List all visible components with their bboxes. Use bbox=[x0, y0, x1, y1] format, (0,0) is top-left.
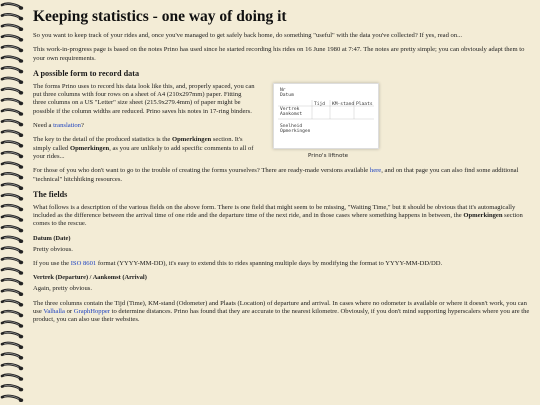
form-label-nr: Nr bbox=[280, 87, 286, 93]
page-title: Keeping statistics - one way of doing it bbox=[33, 8, 287, 25]
binder-ring-icon bbox=[2, 46, 23, 52]
binder-ring-icon bbox=[2, 279, 23, 285]
translation-link[interactable]: translation bbox=[53, 122, 81, 130]
binder-ring-icon bbox=[2, 163, 23, 169]
binder-ring-icon bbox=[2, 258, 23, 264]
binder-ring-icon bbox=[2, 353, 23, 359]
iso-8601-link[interactable]: ISO 8601 bbox=[70, 260, 97, 268]
opmerkingen-paragraph: The key to the detail of the produced statistics is the Opmerkingen section. It's simply called Opmerkingen, as you are unlikely to add specific comments to all of your rides... bbox=[33, 136, 254, 160]
ring-binder-edge bbox=[0, 0, 30, 405]
datum-paragraph-1: Pretty obvious. bbox=[33, 245, 73, 253]
vertrek-paragraph-2: The three columns contain the Tijd (Time), KM-stand (Odometer) and Plaats (Location) of departure and arrival. In cases where no odometer is available or where it doesn't work, you can use Valhalla or GraphHopper to determine distances. Prino has found that they are accurate to the nearest kilometre. Obviously, if you don't mind supporting hyperscalers where you are the product, you can also use their websites. bbox=[33, 299, 530, 324]
fields-intro-paragraph: What follows is a description of the various fields on the above form. There is one field that might seem to be missing, "Waiting Time," but it should be obvious that it's automagically included as the difference between the arrival time of one ride and the departure time of the next ride, and in those cases where something happens in between, the Opmerkingen section comes to the rescue. bbox=[33, 203, 523, 228]
binder-ring-icon bbox=[2, 184, 23, 190]
binder-ring-icon bbox=[2, 226, 23, 232]
binder-ring-icon bbox=[2, 152, 23, 158]
binder-ring-icon bbox=[2, 311, 23, 317]
binder-ring-icon bbox=[2, 396, 23, 402]
vertrek-paragraph-1: Again, pretty obvious. bbox=[33, 285, 92, 293]
form-label-snelheid: Snelheid bbox=[280, 123, 303, 129]
binder-ring-icon bbox=[2, 216, 23, 222]
translation-line: Need a translation? bbox=[33, 122, 84, 130]
binder-ring-icon bbox=[2, 269, 23, 275]
ready-made-forms-link[interactable]: here bbox=[369, 167, 382, 175]
binder-ring-icon bbox=[2, 88, 23, 94]
binder-ring-icon bbox=[2, 322, 23, 328]
form-section-text bbox=[33, 83, 255, 167]
binder-ring-icon bbox=[2, 205, 23, 211]
binder-ring-icon bbox=[2, 110, 23, 116]
form-section-body bbox=[33, 83, 533, 167]
binder-ring-icon bbox=[2, 385, 23, 391]
binder-ring-icon bbox=[2, 141, 23, 147]
datum-paragraph-2: If you use the ISO 8601 format (YYYY-MM-DD), it's easy to extend this to rides spanning multiple days by modifying the format to YYYY-MM-DD/DD. bbox=[33, 260, 443, 268]
binder-ring-icon bbox=[2, 14, 23, 20]
binder-ring-icon bbox=[2, 194, 23, 200]
form-col-km: KM-stand bbox=[332, 101, 355, 107]
liftnote-figure bbox=[273, 83, 383, 167]
intro-paragraph-1: So you want to keep track of your rides and, once you've managed to get safely back home, do something "useful" with the data you've collected? If yes, read on... bbox=[33, 32, 463, 39]
valhalla-link[interactable]: Valhalla bbox=[43, 307, 65, 315]
form-label-aankomst: Aankomst bbox=[280, 111, 303, 117]
binder-ring-icon bbox=[2, 332, 23, 338]
vertrek-aankomst-heading: Vertrek (Departure) / Aankomst (Arrival) bbox=[33, 274, 147, 282]
form-label-opmerkingen: Opmerkingen bbox=[280, 128, 311, 134]
form-description: The forms Prino uses to record his data look like this, and, properly spaced, you can put three columns with four rows on a sheet of A4 (210x297mm) paper. Fitting three columns on a US "Letter" size sheet (215.9x279.4mm) of paper might be possible if the column widths are reduced. Prino saves his notes in 17-ring binders. bbox=[33, 82, 255, 115]
binder-ring-icon bbox=[2, 364, 23, 370]
datum-heading: Datum (Date) bbox=[33, 234, 71, 242]
form-col-tijd: Tijd bbox=[314, 101, 326, 107]
fields-section-heading: The fields bbox=[33, 189, 68, 199]
intro-paragraph-2: This work-in-progress page is based on the notes Prino has used since he started recording his rides on 16 June 1980 at 7:47. The notes are pretty simple; you can obviously adapt them to your own requirements. bbox=[33, 46, 525, 62]
binder-ring-icon bbox=[2, 25, 23, 31]
binder-ring-icon bbox=[2, 375, 23, 381]
ready-made-paragraph: For those of you who don't want to go to the trouble of creating the forms yourselves? There are ready-made versions available here, and on that page you can also find some additional "technical" hitchhiking resources. bbox=[33, 167, 519, 183]
binder-ring-icon bbox=[2, 173, 23, 179]
binder-ring-icon bbox=[2, 290, 23, 296]
binder-rings bbox=[0, 0, 30, 405]
liftnote-form-image bbox=[273, 83, 379, 149]
binder-ring-icon bbox=[2, 120, 23, 126]
binder-ring-icon bbox=[2, 67, 23, 73]
binder-ring-icon bbox=[2, 57, 23, 63]
form-section-heading: A possible form to record data bbox=[33, 68, 140, 78]
binder-ring-icon bbox=[2, 99, 23, 105]
binder-ring-icon bbox=[2, 4, 23, 10]
binder-ring-icon bbox=[2, 131, 23, 137]
binder-ring-icon bbox=[2, 343, 23, 349]
binder-ring-icon bbox=[2, 78, 23, 84]
graphhopper-link[interactable]: GraphHopper bbox=[73, 307, 110, 315]
article bbox=[33, 0, 533, 331]
binder-ring-icon bbox=[2, 247, 23, 253]
form-label-datum: Datum bbox=[280, 92, 294, 98]
binder-ring-icon bbox=[2, 237, 23, 243]
liftnote-caption: Prino's liftnote bbox=[307, 152, 349, 159]
form-col-plaats: Plaats bbox=[356, 101, 373, 107]
binder-ring-icon bbox=[2, 35, 23, 41]
form-label-vertrek: Vertrek bbox=[280, 106, 300, 112]
binder-ring-icon bbox=[2, 300, 23, 306]
